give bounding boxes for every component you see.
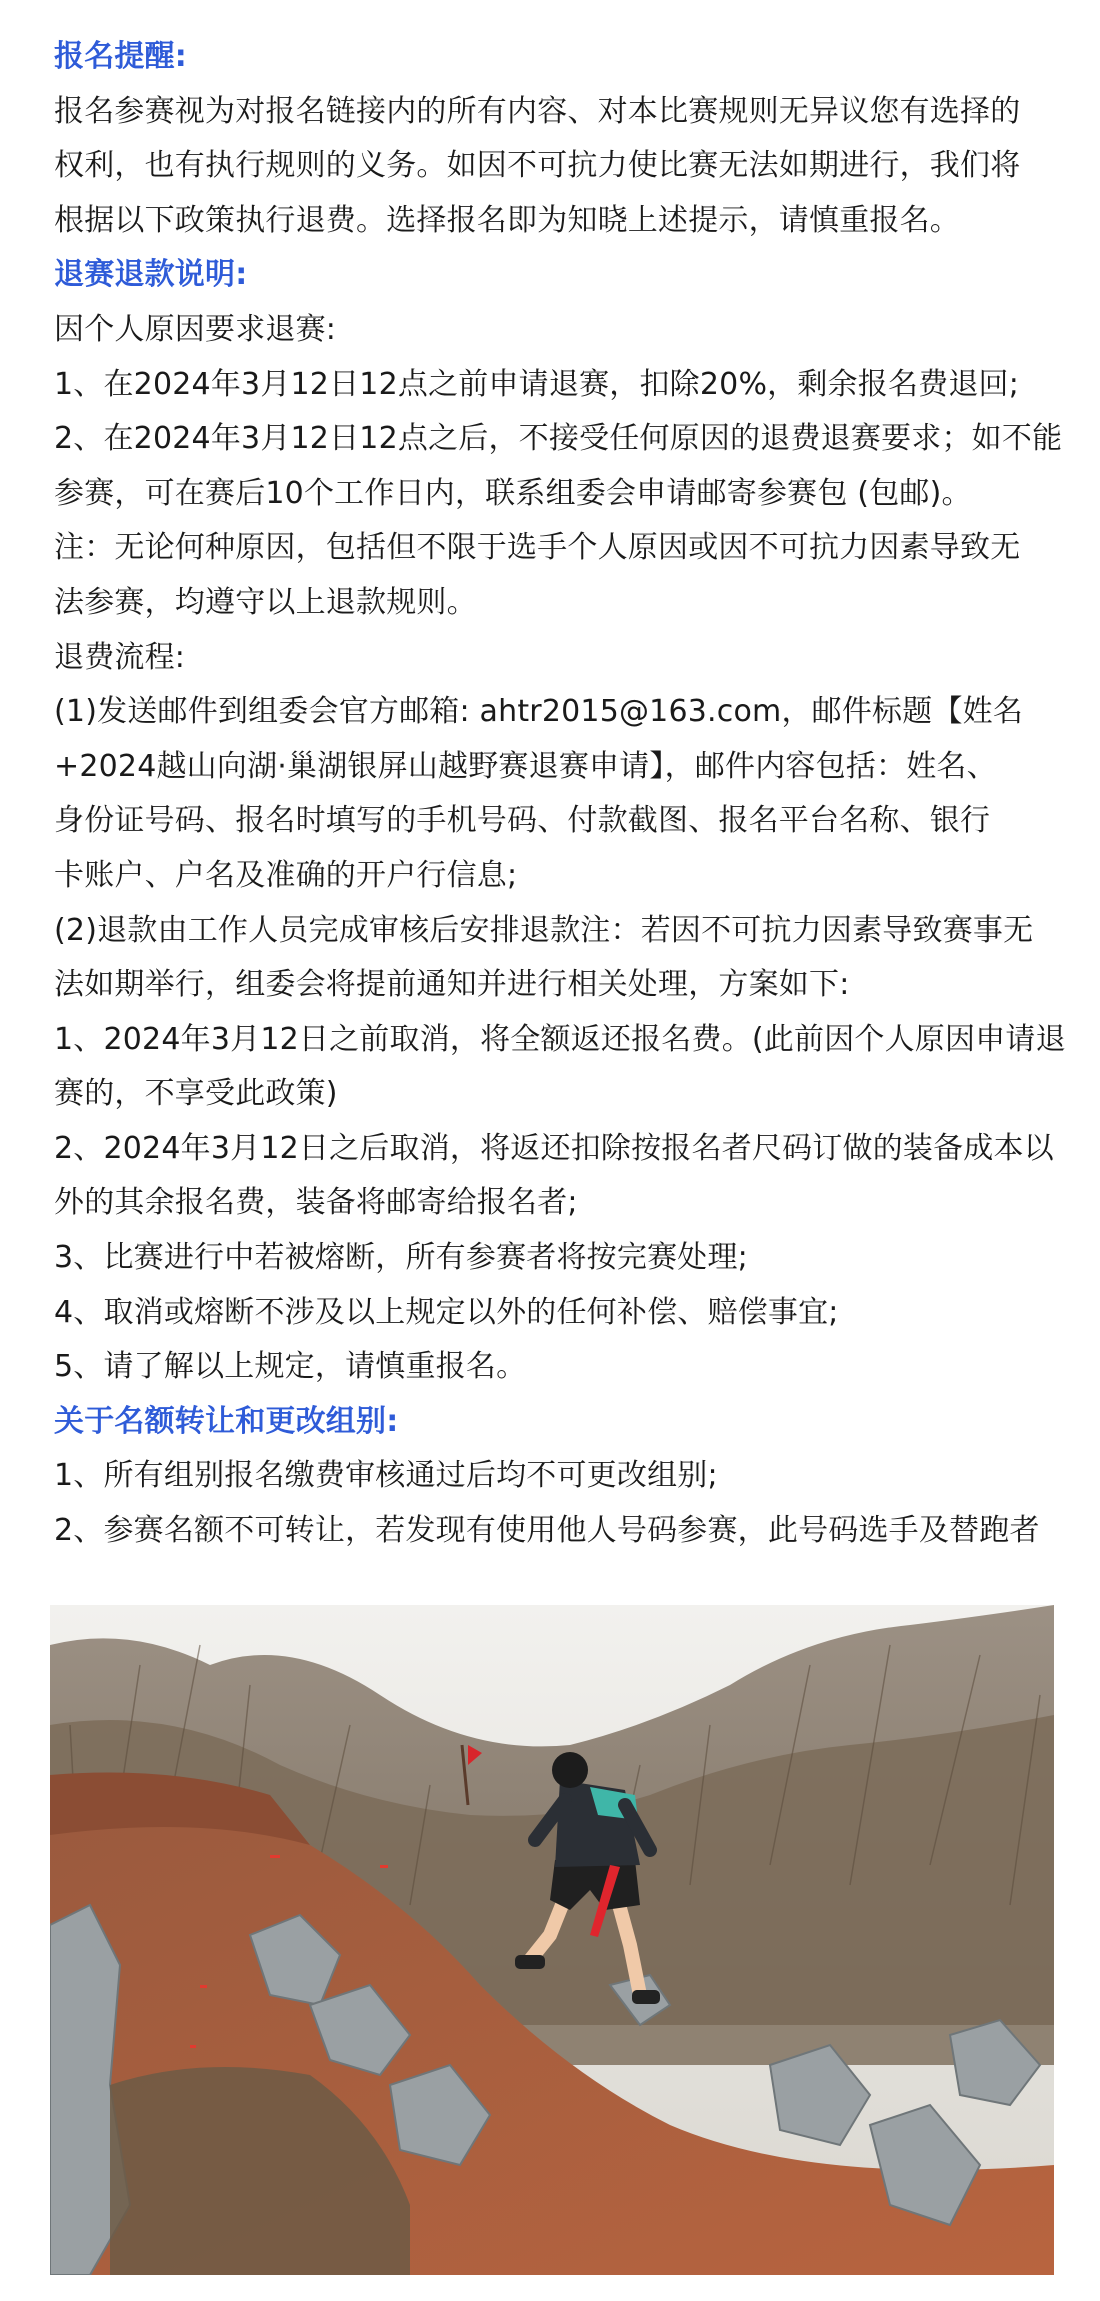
paragraph-line: 法如期举行，组委会将提前通知并进行相关处理，方案如下:: [54, 967, 850, 1003]
section-heading-transfer: 关于名额转让和更改组别:: [54, 1403, 399, 1439]
section-heading-refund: 退赛退款说明:: [54, 257, 248, 293]
trail-runner-photo: [50, 1605, 1054, 2275]
paragraph-line: 卡账户、户名及准确的开户行信息;: [54, 857, 518, 893]
paragraph-line: 注：无论何种原因，包括但不限于选手个人原因或因不可抗力因素导致无: [54, 530, 1021, 566]
paragraph-line: 1、所有组别报名缴费审核通过后均不可更改组别;: [54, 1458, 718, 1494]
paragraph-line: +2024越山向湖·巢湖银屏山越野赛退赛申请】，邮件内容包括：姓名、: [54, 748, 997, 784]
paragraph-line: 法参赛，均遵守以上退款规则。: [54, 584, 477, 620]
paragraph-line: 根据以下政策执行退费。选择报名即为知晓上述提示，请慎重报名。: [54, 202, 960, 238]
paragraph-line: 赛的，不享受此政策): [54, 1076, 338, 1112]
section-heading-registration-reminder: 报名提醒:: [54, 39, 187, 74]
article-body: [54, 30, 1066, 1559]
paragraph-line: 3、比赛进行中若被熔断，所有参赛者将按完赛处理;: [54, 1240, 748, 1276]
paragraph-line: 外的其余报名费，装备将邮寄给报名者;: [54, 1185, 578, 1221]
paragraph-line: 2、参赛名额不可转让，若发现有使用他人号码参赛，此号码选手及替跑者: [54, 1513, 1040, 1549]
paragraph-line: 1、2024年3月12日之前取消，将全额返还报名费。(此前因个人原因申请退: [54, 1021, 1066, 1057]
paragraph-line: 2、2024年3月12日之后取消，将返还扣除按报名者尺码订做的装备成本以: [54, 1130, 1054, 1166]
paragraph-line: 报名参赛视为对报名链接内的所有内容、对本比赛规则无异议您有选择的: [54, 93, 1021, 129]
paragraph-line: 2、在2024年3月12日12点之后，不接受任何原因的退费退赛要求；如不能: [54, 421, 1063, 457]
paragraph-line: 1、在2024年3月12日12点之前申请退赛，扣除20%，剩余报名费退回;: [54, 366, 1020, 402]
paragraph-line: (2)退款由工作人员完成审核后安排退款注：若因不可抗力因素导致赛事无: [54, 912, 1034, 948]
paragraph-line: 参赛，可在赛后10个工作日内，联系组委会申请邮寄参赛包 (包邮)。: [54, 475, 972, 511]
paragraph-line: 身份证号码、报名时填写的手机号码、付款截图、报名平台名称、银行: [54, 803, 991, 839]
paragraph-line: 退费流程:: [54, 639, 186, 675]
paragraph-line: 5、请了解以上规定，请慎重报名。: [54, 1349, 527, 1385]
paragraph-line: 权利，也有执行规则的义务。如因不可抗力使比赛无法如期进行，我们将: [54, 148, 1021, 184]
paragraph-line: 因个人原因要求退赛:: [54, 311, 337, 347]
paragraph-line: (1)发送邮件到组委会官方邮箱: ahtr2015@163.com，邮件标题【姓名: [54, 694, 1024, 730]
paragraph-line: 4、取消或熔断不涉及以上规定以外的任何补偿、赔偿事宜;: [54, 1294, 839, 1330]
